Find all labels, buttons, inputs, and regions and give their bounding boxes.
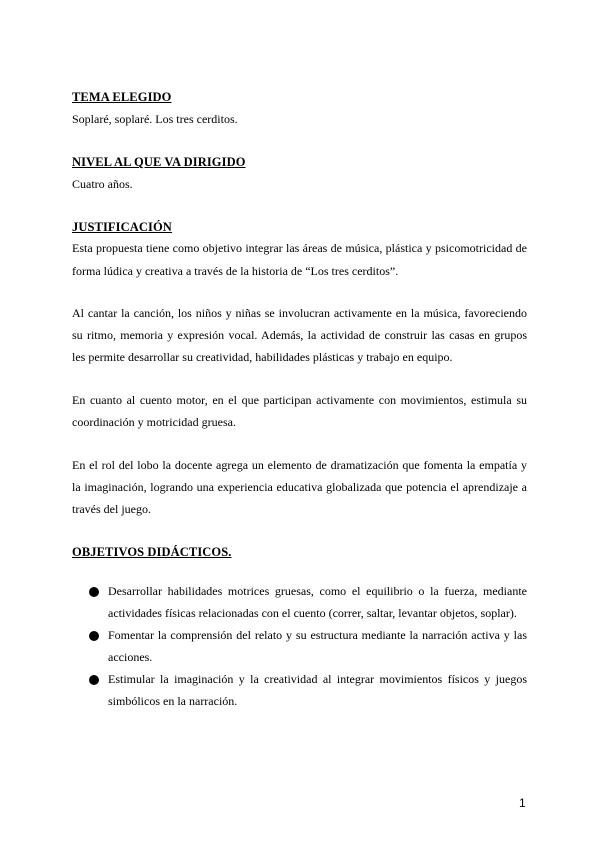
nivel-text: Cuatro años.: [72, 177, 133, 191]
justificacion-p2-line2: su ritmo, memoria y expresión vocal. Además, la actividad de construir las casas en grupos: [72, 328, 527, 342]
bullet-icon: [89, 631, 99, 641]
justificacion-p2-line1: Al cantar la canción, los niños y niñas se involucran activamente en la música, favoreciendo: [72, 306, 527, 320]
justificacion-p3-line1: En cuanto al cuento motor, en el que participan activamente con movimientos, estimula su: [72, 393, 527, 407]
bullet-icon: [89, 587, 99, 597]
heading-objetivos: OBJETIVOS DIDÁCTICOS.: [72, 545, 232, 559]
heading-nivel: NIVEL AL QUE VA DIRIGIDO: [72, 155, 246, 169]
justificacion-p2-line3: les permite desarrollar su creatividad, habilidades plásticas y trabajo en equipo.: [72, 350, 453, 364]
heading-justificacion: JUSTIFICACIÓN: [72, 220, 172, 234]
tema-text: Soplaré, soplaré. Los tres cerditos.: [72, 112, 238, 126]
objetivo-2-line2: acciones.: [108, 650, 153, 664]
objetivo-3-line1: Estimular la imaginación y la creatividad al integrar movimientos físicos y juegos: [108, 672, 527, 686]
bullet-icon: [89, 675, 99, 685]
justificacion-p4-line2: la imaginación, logrando una experiencia educativa globalizada que potencia el aprendizaje a: [72, 480, 527, 494]
justificacion-p4-line3: través del juego.: [72, 502, 151, 516]
page-number: 1: [519, 796, 526, 810]
objetivo-3-line2: simbólicos en la narración.: [108, 694, 238, 708]
heading-tema-elegido: TEMA ELEGIDO: [72, 90, 172, 104]
objetivo-1-line1: Desarrollar habilidades motrices gruesas, como el equilibrio o la fuerza, mediante: [108, 584, 527, 598]
justificacion-p1-line1: Esta propuesta tiene como objetivo integrar las áreas de música, plástica y psicomotricidad de: [72, 241, 527, 255]
justificacion-p1-line2: forma lúdica y creativa a través de la historia de “Los tres cerditos”.: [72, 264, 399, 278]
justificacion-p3-line2: coordinación y motricidad gruesa.: [72, 415, 236, 429]
objetivo-2-line1: Fomentar la comprensión del relato y su estructura mediante la narración activa y las: [108, 628, 527, 642]
objetivo-1-line2: actividades físicas relacionadas con el cuento (correr, saltar, levantar objetos, soplar).: [108, 606, 517, 620]
justificacion-p4-line1: En el rol del lobo la docente agrega un elemento de dramatización que fomenta la empatía y: [72, 458, 527, 472]
